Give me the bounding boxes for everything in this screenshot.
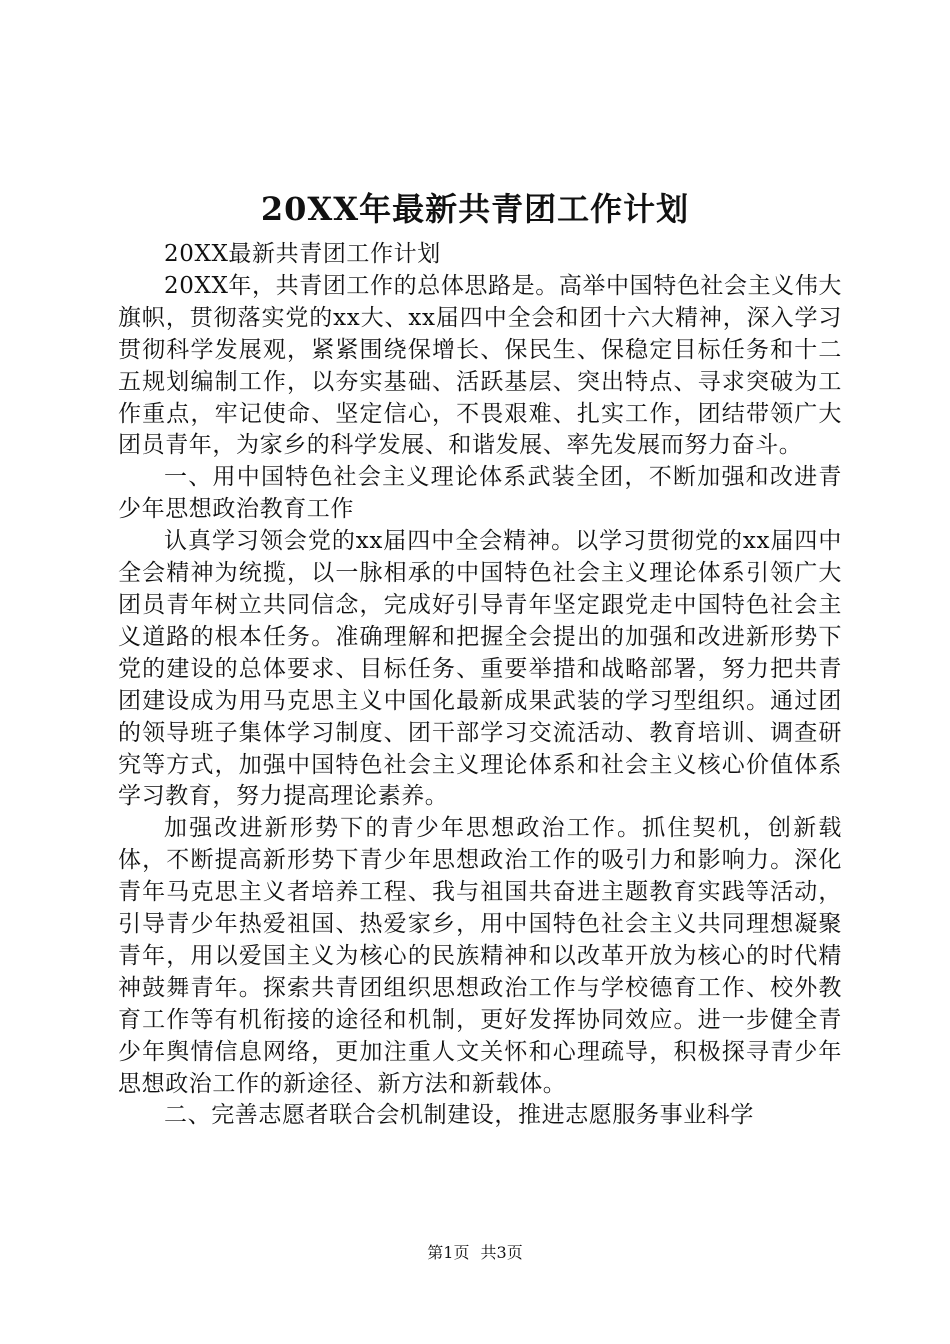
paragraph-study: 认真学习领会党的xx届四中全会精神。以学习贯彻党的xx届四中全会精神为统揽，以一脉相承的中国特色社会主义理论体系引领广大团员青年树立共同信念，完成好引导青年坚定跟党走中国特色社会主义道路的根本任务。准确理解和把握全会提出的加强和改进新形势下党的建设的总体要求、目标任务、重要举措和战略部署，努力把共青团建设成为用马克思主义中国化最新成果武装的学习型组织。通过团的领导班子集体学习制度、团干部学习交流活动、教育培训、调查研究等方式，加强中国特色社会主义理论体系和社会主义核心价值体系学习教育，努力提高理论素养。 — [118, 528, 842, 810]
page-title: 20XX年最新共青团工作计划 — [260, 190, 690, 228]
section-heading-1: 一、用中国特色社会主义理论体系武装全团，不断加强和改进青少年思想政治教育工作 — [118, 464, 842, 523]
page-count: 共3页 — [480, 1243, 523, 1262]
document-body — [118, 239, 842, 1132]
page-number: 第1页 — [427, 1243, 470, 1262]
page-footer — [0, 1241, 950, 1265]
paragraph-ideology-work: 加强改进新形势下的青少年思想政治工作。抓住契机，创新载体，不断提高新形势下青少年思想政治工作的吸引力和影响力。深化青年马克思主义者培养工程、我与祖国共奋进主题教育实践等活动，引导青少年热爱祖国、热爱家乡，用中国特色社会主义共同理想凝聚青年，用以爱国主义为核心的民族精神和以改革开放为核心的时代精神鼓舞青年。探索共青团组织思想政治工作与学校德育工作、校外教育工作等有机衔接的途径和机制，更好发挥协同效应。进一步健全青少年舆情信息网络，更加注重人文关怀和心理疏导，积极探寻青少年思想政治工作的新途径、新方法和新载体。 — [118, 815, 842, 1097]
paragraph-overview: 20XX年，共青团工作的总体思路是。高举中国特色社会主义伟大旗帜，贯彻落实党的xx大、xx届四中全会和团十六大精神，深入学习贯彻科学发展观，紧紧围绕保增长、保民生、保稳定目标任务和十二五规划编制工作，以夯实基础、活跃基层、突出特点、寻求突破为工作重点，牢记使命、坚定信心，不畏艰难、扎实工作，团结带领广大团员青年，为家乡的科学发展、和谐发展、率先发展而努力奋斗。 — [118, 272, 843, 459]
section-heading-2: 二、完善志愿者联合会机制建设，推进志愿服务事业科学 — [164, 1102, 754, 1129]
paragraph-subtitle: 20XX最新共青团工作计划 — [164, 241, 441, 267]
